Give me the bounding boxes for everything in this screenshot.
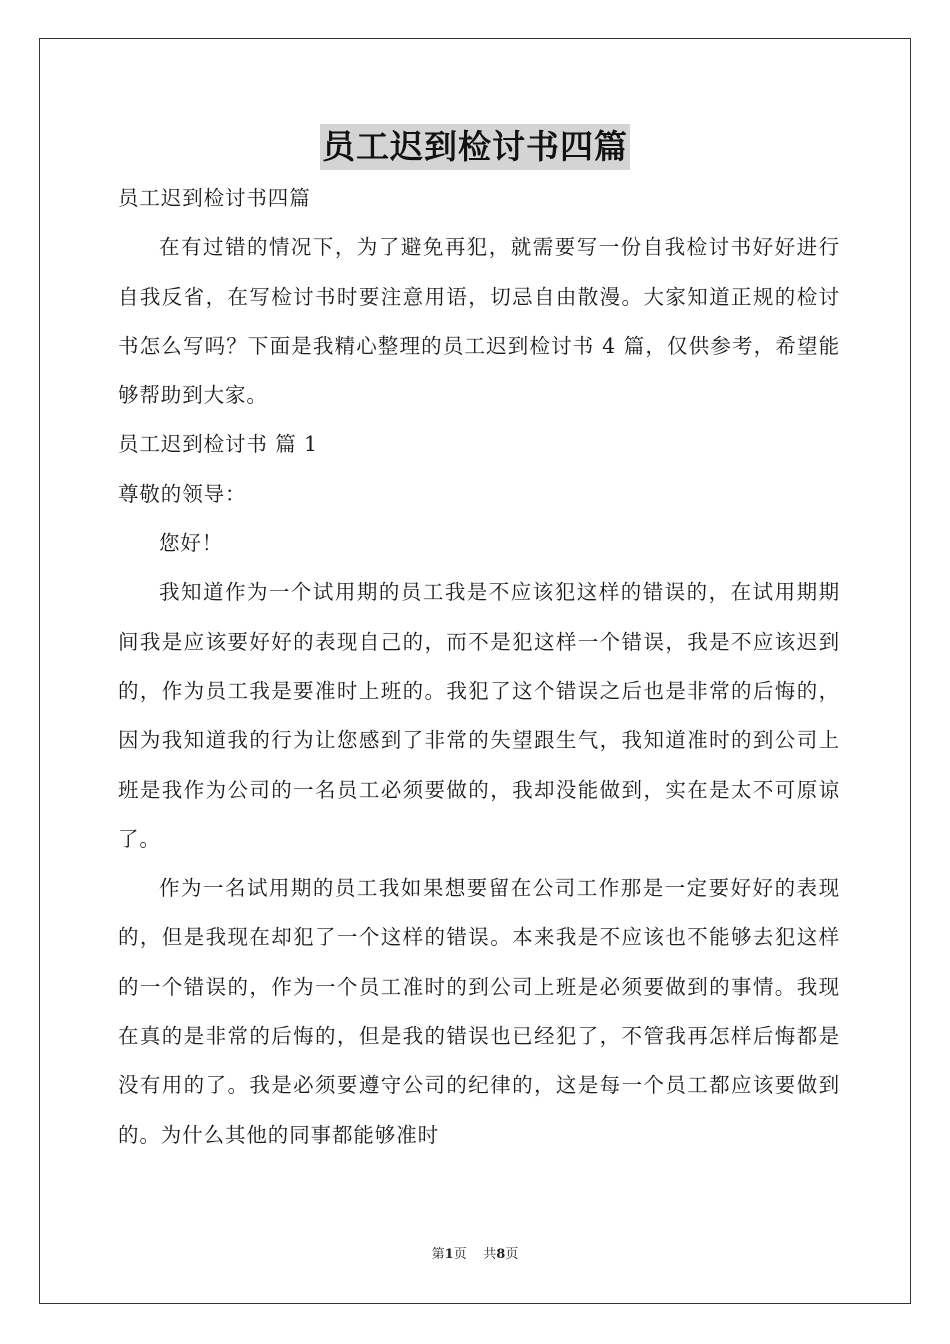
paragraph: 在有过错的情况下，为了避免再犯，就需要写一份自我检讨书好好进行自我反省，在写检讨书时要注意用语，切忌自由散漫。大家知道正规的检讨书怎么写吗？下面是我精心整理的员工迟到检讨书 4 篇，仅供参考，希望能够帮助到大家。 — [118, 235, 840, 408]
greeting: 您好！ — [159, 531, 224, 556]
total-prefix: 共 — [483, 1247, 497, 1262]
paragraph: 作为一名试用期的员工我如果想要留在公司工作那是一定要好好的表现的，但是我现在却犯了一个这样的错误。本来我是不应该也不能够去犯这样的一个错误的，作为一个员工准时的到公司上班是必须要做到的事情。我现在真的是非常的后悔的，但是我的错误也已经犯了，不管我再怎样后悔都是没有用的了。我是必须要遵守公司的纪律的，这是每一个员工都应该要做到的。为什么其他的同事都能够准时 — [118, 876, 840, 1147]
paragraph: 员工迟到检讨书四篇 — [118, 186, 311, 210]
page-current: 1 — [444, 1247, 454, 1262]
page-footer — [0, 1246, 950, 1264]
page-total: 8 — [496, 1247, 506, 1262]
total-suffix: 页 — [505, 1247, 519, 1262]
section-heading: 员工迟到检讨书 篇 1 — [118, 432, 318, 457]
page-prefix: 第 — [431, 1247, 445, 1262]
salutation: 尊敬的领导： — [118, 481, 247, 506]
title-container — [0, 124, 950, 170]
paragraph: 我知道作为一个试用期的员工我是不应该犯这样的错误的，在试用期期间我是应该要好好的表现自己的，而不是犯这样一个错误，我是不应该迟到的，作为员工我是要准时上班的。我犯了这个错误之后也是非常的后悔的，因为我知道我的行为让您感到了非常的失望跟生气，我知道准时的到公司上班是我作为公司的一名员工必须要做的，我却没能做到，实在是太不可原谅了。 — [118, 580, 840, 851]
document-body — [118, 174, 840, 1160]
document-title: 员工迟到检讨书四篇 — [320, 124, 630, 170]
page-suffix: 页 — [453, 1247, 467, 1262]
